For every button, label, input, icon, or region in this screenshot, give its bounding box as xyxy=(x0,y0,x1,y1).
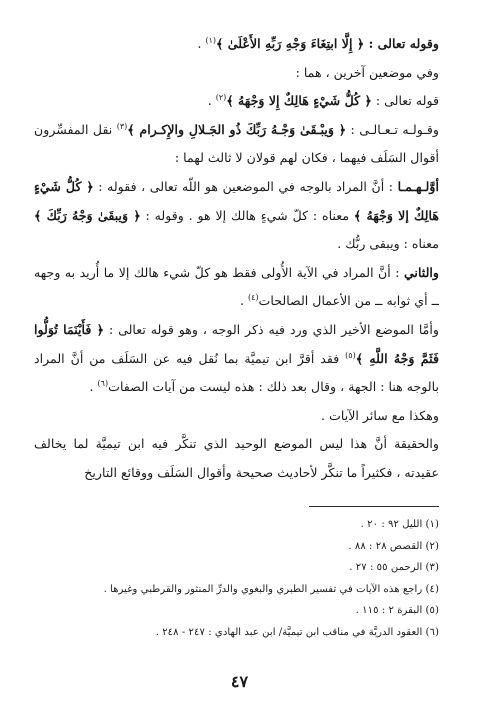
emphasized-text: ﴿ فَأَيْنَمَا تُوَلُّوا فَثَمَّ وَجْهُ اللَّهِ ﴾ xyxy=(34,321,439,366)
paragraph xyxy=(34,173,439,259)
footnote-1: (١) الليل ٩٢ : ٢٠ . xyxy=(360,519,439,530)
text-run: . xyxy=(197,36,206,51)
text-run: فقد أقرَّ ابن تيميَّة بما نُقل فيه عن السَلَف من أنَّ المراد بالوجه هنا : الجهة ، وقال بعد ذلك : هذه ليست من آيات الصفات xyxy=(34,350,439,395)
footnote-divider xyxy=(309,506,439,507)
footnote-5: (٥) البقرة ٢ : ١١٥ . xyxy=(355,605,439,617)
emphasized-text: ﴿ وَيبْـقَىٰ وَجْـهُ رَبِّكَ ذُو الجَـلالِ والإِكـرام ﴾ xyxy=(127,121,347,137)
footnote-ref: (٣) xyxy=(116,121,128,131)
footnote-ref: (٢) xyxy=(215,93,227,102)
text-run: والحقيقة أنَّ هذا ليس الموضع الوحيد الذي تنكَّر فيه ابن تيميَّة لما يخالف عقيدته ، فكثيراً ما تنكَّر لأحاديث صحيحة وأقوال السَلَف ووقائع التاريخ xyxy=(34,436,439,480)
text-run: . xyxy=(89,379,98,395)
text-run: معناه : ويبقى ربُّك . xyxy=(337,236,439,252)
text-run: . xyxy=(207,93,216,109)
footnotes xyxy=(34,514,439,644)
text-run: وأمَّا الموضع الأخير الذي ورد فيه ذكر الوجه ، وهو قوله تعالى : xyxy=(104,321,439,337)
text-run: وقـولـه تـعـالـى : xyxy=(346,121,439,137)
emphasized-text: والثاني xyxy=(403,264,439,280)
text-run: معناه : كلّ شيءٍ هالك إلا هو . وقوله : xyxy=(140,207,354,223)
footnote-4: (٤) راجع هذه الآيات في تفسير الطبري والبغوي والدرِّ المنثور والقرطبي وغيرها . xyxy=(103,583,439,595)
paragraph xyxy=(34,402,439,431)
emphasized-text: ﴿ وَيبقَىٰ وَجْهُ رَبِّكَ ﴾ xyxy=(34,207,141,223)
paragraph xyxy=(34,116,439,173)
footnote-6: (٦) العقود الدريَّة في مناقب ابن تيميَّة/ ابن عبد الهادي : ٢٤٧ - ٢٤٨ . xyxy=(155,626,439,638)
text-run: قوله تعالى : xyxy=(371,93,439,109)
paragraph xyxy=(34,259,439,316)
footnote-ref: (٤) xyxy=(248,293,259,303)
paragraph xyxy=(34,59,439,88)
footnote-2: (٢) القصص ٢٨ : ٨٨ . xyxy=(348,540,439,552)
paragraph xyxy=(34,430,439,487)
footnote-ref: (١) xyxy=(205,35,217,45)
text-run: : أنَّ المراد في الآية الأُولى فقط هو كلّ شيء هالك إلا ما أُريد به وجهه ــ أي ثوابه ــ من الأعمال الصالحات xyxy=(34,264,439,309)
text-run: نقل المفسِّرون أقوال السَلَف فيهما ، فكان لهم قولان لا ثالث لهما : xyxy=(34,121,439,166)
emphasized-text: أوَّلـهـمـا xyxy=(397,178,439,194)
paragraph xyxy=(34,30,439,59)
text-run: : أنَّ المراد بالوجه في الموضعين هو اللّه تعالى ، فقوله : xyxy=(93,178,398,194)
text-run: وفي موضعين آخرين ، هما : xyxy=(295,64,439,80)
paragraph xyxy=(34,87,439,116)
text-run: وهكذا مع سائر الآيات . xyxy=(321,407,439,423)
emphasized-text: ﴿ إِلَّا ابتِغَاءَ وَجْهِ رَبِّهِ الأَعْلَىٰ ﴾ xyxy=(216,36,365,51)
page-number: ٤٧ xyxy=(230,672,249,691)
text-run: . xyxy=(239,293,248,309)
footnote-3: (٣) الرحمن ٥٥ : ٢٧ . xyxy=(349,562,439,574)
emphasized-text: وقوله تعالى : xyxy=(364,36,439,51)
footnote-ref: (٦) xyxy=(97,378,109,388)
paragraph xyxy=(34,316,439,402)
body-text xyxy=(34,30,439,488)
footnote-ref: (٥) xyxy=(345,350,356,360)
emphasized-text: ﴿ كُلُّ شَيْءٍ هَالِكٌ إِلا وَجْهَهُ ﴾ xyxy=(226,93,372,109)
emphasized-text: ﴿ كُلُّ شَيْءٍ هَالِكٌ إلا وَجْهَهُ ﴾ xyxy=(34,178,439,223)
